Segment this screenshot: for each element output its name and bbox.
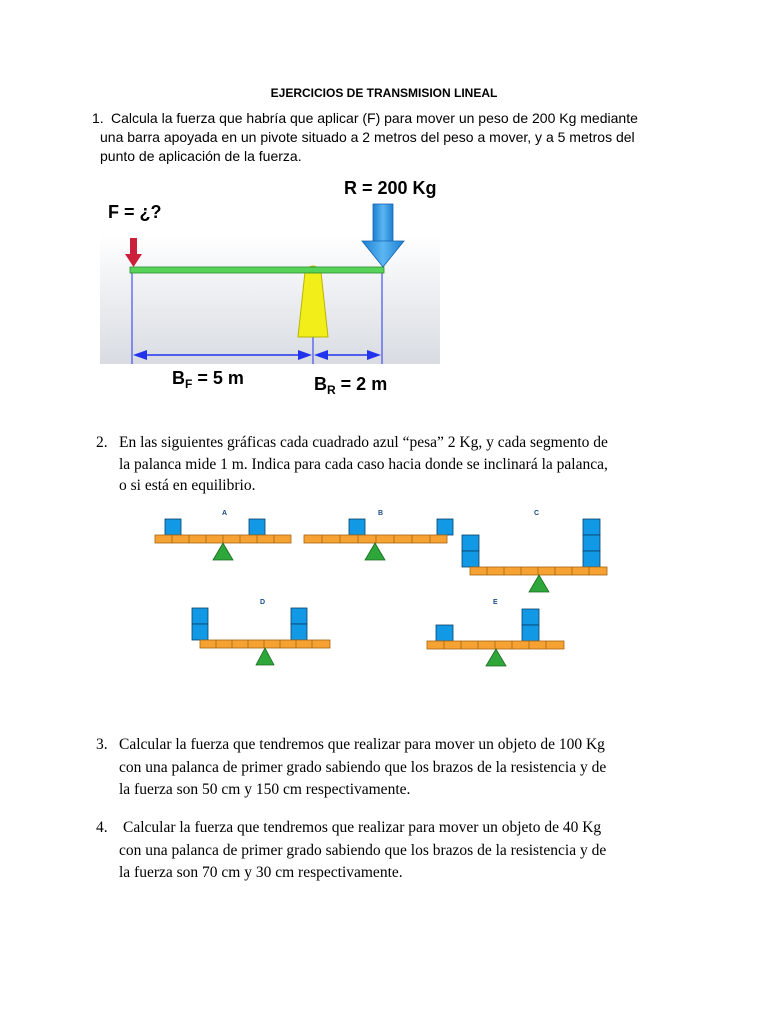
question-3 bbox=[96, 734, 606, 802]
lever-plank bbox=[470, 567, 607, 575]
force-arrow bbox=[130, 238, 137, 256]
question-2-number: 2. bbox=[96, 434, 108, 451]
fulcrum bbox=[256, 648, 274, 665]
question-1-number: 1. bbox=[92, 110, 104, 126]
lever-figure bbox=[100, 172, 440, 402]
lever-c bbox=[462, 510, 607, 592]
question-3-line: con una palanca de primer grado sabiendo que los brazos de la resistencia y de bbox=[119, 758, 607, 776]
weight-block bbox=[462, 551, 479, 567]
question-3-line: Calcular la fuerza que tendremos que realizar para mover un objeto de 100 Kg bbox=[119, 736, 605, 753]
question-1-line: punto de aplicación de la fuerza. bbox=[100, 148, 302, 164]
question-2-line: En las siguientes gráficas cada cuadrado azul “pesa” 2 Kg, y cada segmento de bbox=[119, 434, 608, 451]
question-1-line: Calcula la fuerza que habría que aplicar (F) para mover un peso de 200 Kg mediante bbox=[111, 110, 638, 126]
question-2 bbox=[96, 432, 608, 497]
question-2-line: o si está en equilibrio. bbox=[119, 477, 256, 494]
lever-label: D bbox=[260, 599, 266, 606]
lever-label: C bbox=[534, 510, 540, 517]
weight-block bbox=[436, 625, 453, 641]
weight-block bbox=[583, 535, 600, 551]
question-3-line: la fuerza son 50 cm y 150 cm respectivamente. bbox=[119, 781, 411, 798]
force-label: F = ¿? bbox=[108, 202, 162, 222]
lever-b bbox=[304, 510, 453, 560]
weight-block bbox=[437, 519, 453, 535]
fulcrum bbox=[529, 575, 549, 592]
weight-block bbox=[522, 609, 539, 625]
question-4-number: 4. bbox=[96, 819, 108, 836]
weight-block bbox=[192, 624, 208, 640]
lever-plank bbox=[200, 640, 330, 648]
weight-block bbox=[291, 608, 307, 624]
weight-block bbox=[291, 624, 307, 640]
lever-a bbox=[155, 510, 291, 560]
weight-block bbox=[165, 519, 181, 535]
question-4-line: la fuerza son 70 cm y 30 cm respectivamente. bbox=[119, 864, 403, 881]
question-3-number: 3. bbox=[96, 736, 108, 753]
lever-plank bbox=[304, 535, 447, 543]
br-label: $B_R = 2$ m bbox=[314, 374, 388, 397]
resistance-arrow bbox=[373, 204, 393, 242]
weight-block bbox=[192, 608, 208, 624]
bf-label: $B_F = 5$ m bbox=[172, 368, 244, 391]
weight-block bbox=[583, 551, 600, 567]
lever-label: A bbox=[222, 510, 228, 517]
resistance-label: R = 200 Kg bbox=[344, 178, 437, 198]
lever-label: B bbox=[378, 510, 384, 517]
lever-diagrams bbox=[150, 505, 620, 675]
lever-e bbox=[427, 599, 564, 666]
question-2-line: la palanca mide 1 m. Indica para cada caso hacia donde se inclinará la palanca, bbox=[119, 455, 608, 473]
page-title: EJERCICIOS DE TRANSMISION LINEAL bbox=[270, 86, 498, 100]
question-1-line: una barra apoyada en un pivote situado a 2 metros del peso a mover, y a 5 metros del bbox=[100, 129, 635, 145]
question-4-line: con una palanca de primer grado sabiendo que los brazos de la resistencia y de bbox=[119, 841, 607, 859]
weight-block bbox=[583, 519, 600, 535]
lever-d bbox=[192, 599, 330, 665]
question-4 bbox=[96, 817, 606, 885]
weight-block bbox=[522, 625, 539, 641]
weight-block bbox=[349, 519, 365, 535]
question-4-line: Calcular la fuerza que tendremos que realizar para mover un objeto de 40 Kg bbox=[123, 819, 602, 836]
fulcrum bbox=[486, 649, 506, 666]
lever-label: E bbox=[493, 599, 498, 606]
fulcrum bbox=[365, 543, 385, 560]
fulcrum bbox=[213, 543, 233, 560]
weight-block bbox=[462, 535, 479, 551]
lever-plank bbox=[427, 641, 564, 649]
question-1 bbox=[92, 109, 662, 166]
lever-bar bbox=[130, 267, 384, 273]
weight-block bbox=[249, 519, 265, 535]
